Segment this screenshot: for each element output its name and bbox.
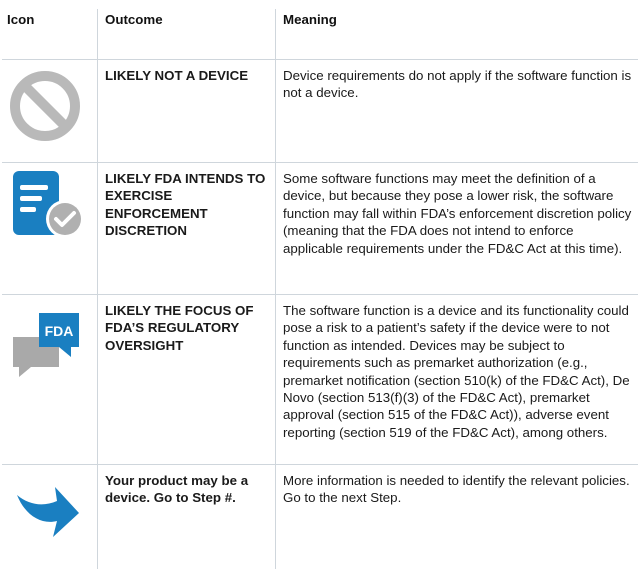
document-check-icon	[7, 163, 97, 243]
icon-cell	[2, 163, 98, 295]
outcome-cell: LIKELY FDA INTENDS TO EXERCISE ENFORCEMENT DISCRETION	[98, 163, 276, 295]
header-outcome: Outcome	[98, 9, 276, 60]
table-row	[2, 163, 638, 295]
meaning-cell: Some software functions may meet the definition of a device, but because they pose a lower risk, the software function may fall within FDA’s enforcement discretion policy (meaning that the FDA does not intend to enforce applicable requirements under the FD&C Act at this time).	[276, 163, 639, 295]
fda-speech-bubble-icon	[7, 295, 97, 377]
outcome-cell: LIKELY THE FOCUS OF FDA’S REGULATORY OVERSIGHT	[98, 295, 276, 465]
meaning-cell: Device requirements do not apply if the software function is not a device.	[276, 60, 639, 163]
header-icon: Icon	[7, 12, 35, 27]
header-meaning: Meaning	[276, 9, 639, 60]
table-row	[2, 465, 638, 569]
table-row	[2, 60, 638, 163]
icon-cell	[2, 295, 98, 465]
outcome-table-grid	[2, 9, 638, 569]
icon-cell	[2, 60, 98, 163]
icon-cell	[2, 465, 98, 569]
meaning-cell: The software function is a device and its functionality could pose a risk to a patient’s safety if the device were to not function as intended. Devices may be subject to requirements such as premarket authorization (e.g., premarket notification (section 510(k) of the FD&C Act), De Novo (section 513(f)(3) of the FD&C Act), premarket approval (section 515 of the FD&C Act)), adverse event reporting (section 519 of the FD&C Act), among others.	[276, 295, 639, 465]
table-row	[2, 295, 638, 465]
table-header-row	[2, 9, 638, 60]
meaning-cell: More information is needed to identify the relevant policies. Go to the next Step.	[276, 465, 639, 569]
prohibited-icon	[7, 60, 97, 144]
outcome-cell: LIKELY NOT A DEVICE	[98, 60, 276, 163]
outcome-cell: Your product may be a device. Go to Step #.	[98, 465, 276, 569]
fda-label: FDA	[44, 323, 74, 339]
arrow-right-icon	[7, 465, 97, 541]
